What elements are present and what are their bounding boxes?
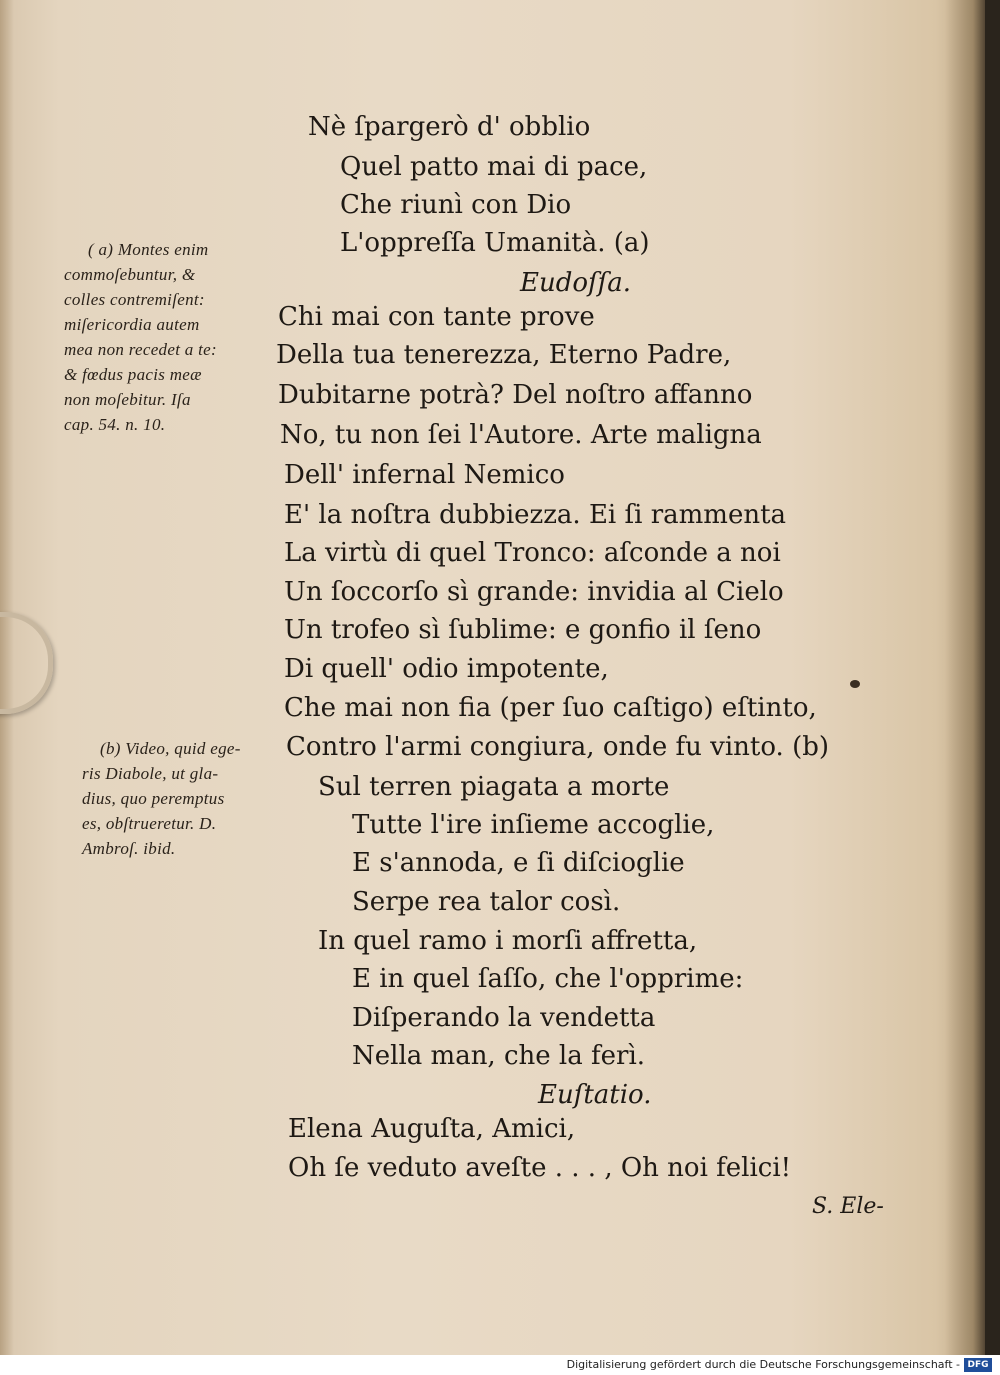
margin-note-a-line: & fœdus pacis meæ (64, 365, 202, 384)
margin-note-a-line: commoſebuntur, & (64, 265, 196, 284)
margin-note-a-line: miſericordia autem (64, 315, 200, 334)
verse-line: Nella man, che la ferì. (352, 1041, 646, 1071)
margin-note-b-line: (b) Video, quid ege- (100, 739, 241, 758)
verse-line: L'oppreſſa Umanità. (a) (340, 228, 650, 258)
dfg-logo[interactable]: DFG (964, 1358, 992, 1372)
verse-line: Un ſoccorſo sì grande: invidia al Cielo (284, 577, 784, 607)
verse-line: Che riunì con Dio (340, 190, 572, 220)
page-edge-shadow (945, 0, 985, 1355)
margin-note-a-line: mea non recedet a te: (64, 340, 217, 359)
margin-note-a-line: colles contremiſent: (64, 290, 205, 309)
margin-note-a-line: non moſebitur. Iſa (64, 390, 191, 409)
footer-bar (0, 1355, 1000, 1375)
verse-line: Elena Auguſta, Amici, (288, 1114, 576, 1144)
margin-note-b-line: dius, quo peremptus (82, 789, 225, 808)
catchword: S. Ele- (812, 1194, 884, 1219)
verse-line: Di quell' odio impotente, (284, 654, 609, 684)
verse-line: E s'annoda, e ſi diſcioglie (352, 848, 685, 878)
ink-mark (850, 680, 860, 688)
verse-line: Sul terren piagata a morte (318, 772, 670, 802)
verse-line: Dubitarne potrà? Del noſtro affanno (278, 380, 753, 410)
footer-credit: Digitalisierung gefördert durch die Deutsche Forschungsgemeinschaft - (566, 1358, 960, 1371)
speaker-name: Euſtatio. (538, 1080, 652, 1110)
verse-line: E in quel ſaſſo, che l'opprime: (352, 964, 744, 994)
verse-line: Oh ſe veduto aveſte . . . , Oh noi felici! (288, 1153, 792, 1183)
verse-line: Diſperando la vendetta (352, 1003, 656, 1033)
verse-line: Dell' infernal Nemico (284, 460, 565, 490)
margin-note-b-line: ris Diabole, ut gla- (82, 764, 219, 783)
margin-note-a-line: cap. 54. n. 10. (64, 415, 166, 434)
verse-line: E' la noſtra dubbiezza. Ei ſi rammenta (284, 500, 787, 530)
verse-line: No, tu non ſei l'Autore. Arte maligna (280, 420, 762, 450)
verse-line: Chi mai con tante prove (278, 302, 595, 332)
verse-line: Quel patto mai di pace, (340, 152, 648, 182)
margin-note-b-line: es, obſtrueretur. D. (82, 814, 217, 833)
speaker-name: Eudoſſa. (520, 268, 632, 298)
verse-line: Serpe rea talor così. (352, 887, 621, 917)
verse-line: Che mai non fia (per ſuo caſtigo) eſtinto, (284, 693, 817, 723)
verse-line: Un trofeo sì ſublime: e gonfio il ſeno (284, 615, 762, 645)
verse-line: In quel ramo i morſi affretta, (318, 926, 698, 956)
verse-line: La virtù di quel Tronco: aſconde a noi (284, 538, 781, 568)
verse-line: Tutte l'ire inſieme accoglie, (352, 810, 715, 840)
paper-clip (0, 612, 53, 714)
verse-line: Della tua tenerezza, Eterno Padre, (276, 340, 732, 370)
margin-note-a-line: ( a) Montes enim (88, 240, 209, 259)
verse-line: Contro l'armi congiura, onde fu vinto. (b) (286, 732, 830, 762)
margin-note-b-line: Ambroſ. ibid. (82, 839, 176, 858)
verse-line: Nè ſpargerò d' obblio (308, 112, 591, 142)
